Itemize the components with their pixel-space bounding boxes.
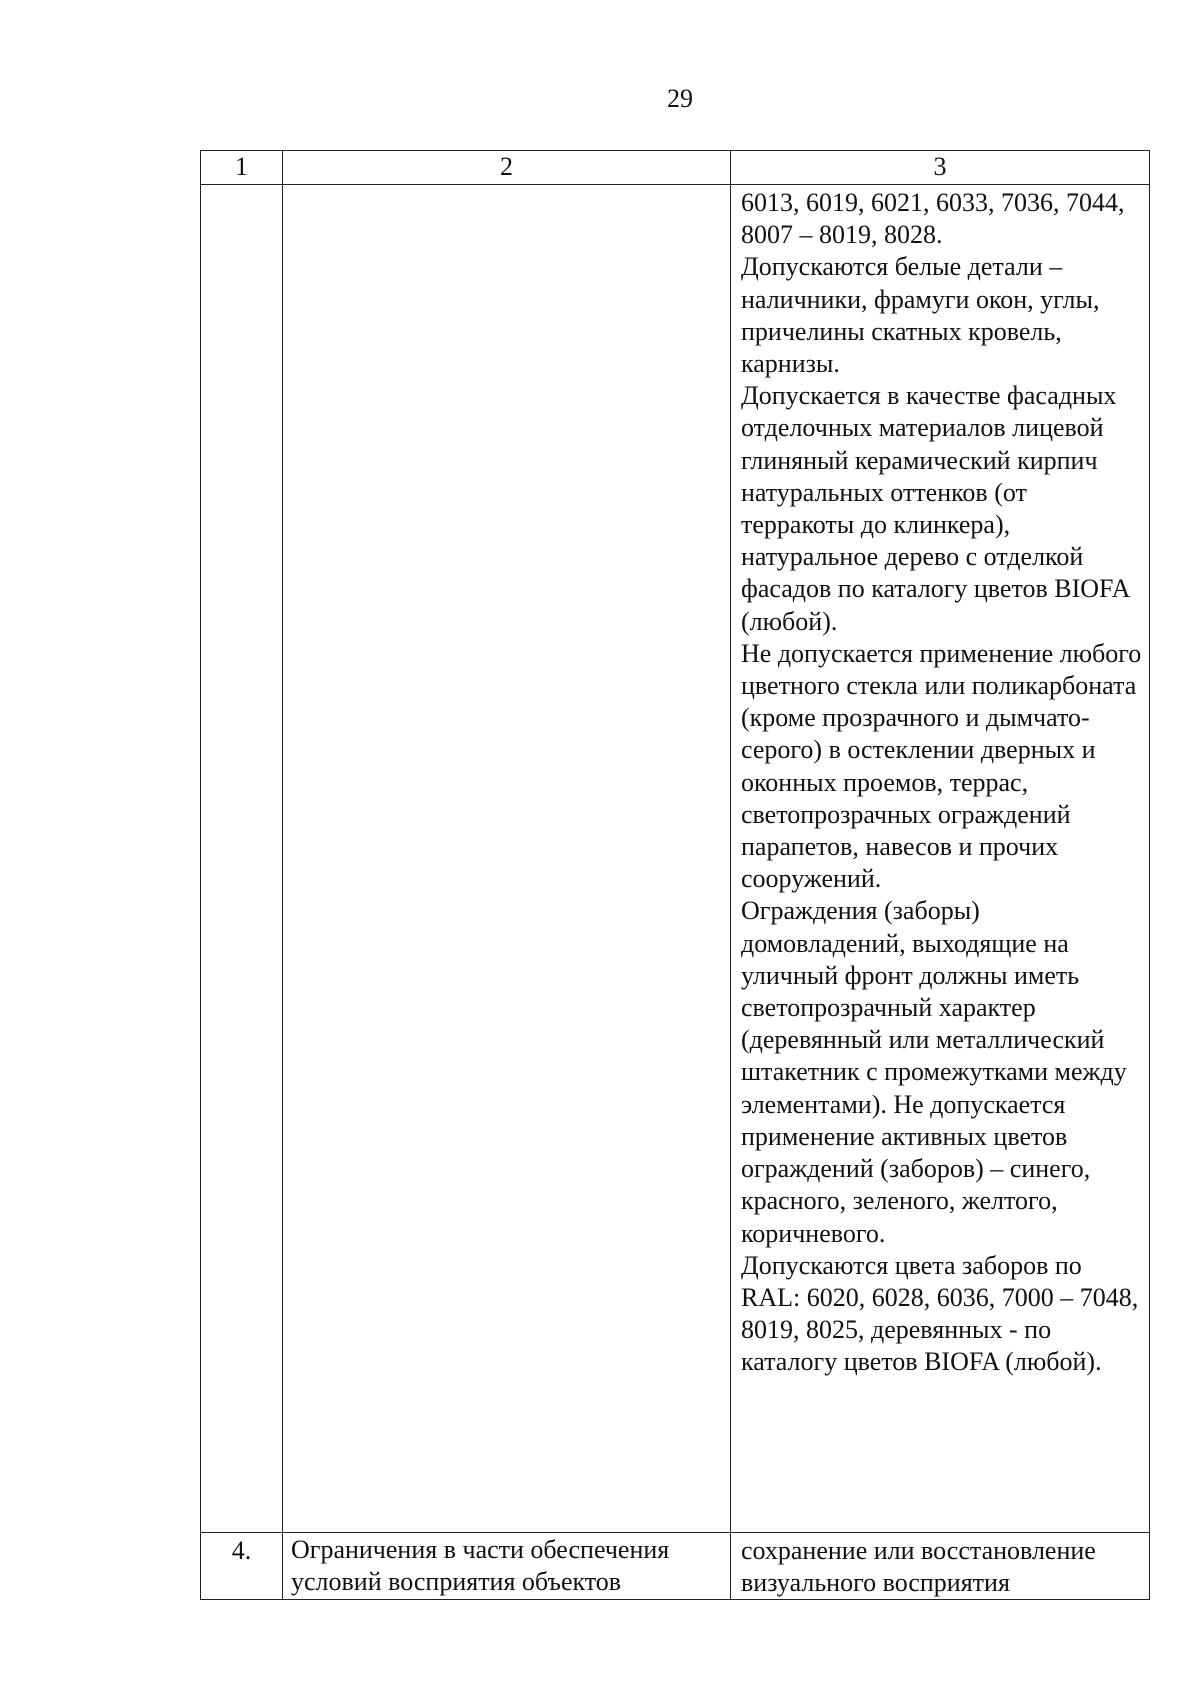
table-row-4 xyxy=(201,1533,1150,1600)
requirement-paragraph: Допускаются цвета заборов по RAL: 6020, 6028, 6036, 7000 – 7048, 8019, 8025, деревянных - по каталогу цветов BIOFA (любой). xyxy=(741,1250,1139,1377)
header-cell-3: 3 xyxy=(731,151,1150,185)
row-number-cell xyxy=(201,185,283,1533)
requirement-paragraph: Не допускается применение любого цветного стекла или поликарбоната (кроме прозрачного и дымчато-серого) в остеклении дверных и оконных проемов, террас, светопрозрачных ограждений парапетов, навесов и прочих сооружений. xyxy=(741,638,1142,894)
requirements-table xyxy=(200,150,1150,1600)
requirement-paragraph: 6013, 6019, 6021, 6033, 7036, 7044, 8007 – 8019, 8028. xyxy=(741,188,1125,250)
row-title-cell xyxy=(283,185,731,1533)
row-requirements-cell xyxy=(731,185,1150,1533)
row-4-number: 4. xyxy=(201,1533,283,1600)
table-header-row xyxy=(201,151,1150,185)
row-4-requirement: сохранение или восстановление визуального восприятия xyxy=(731,1533,1150,1600)
requirement-paragraph: Ограждения (заборы) домовладений, выходящие на уличный фронт должны иметь светопрозрачный характер (деревянный или металлический штакетник с промежутками между элементами). Не допускается применение активных цветов ограждений (заборов) – синего, красного, зеленого, желтого, коричневого. xyxy=(741,896,1127,1248)
table-row-continued xyxy=(201,185,1150,1533)
requirement-paragraph: Допускается в качестве фасадных отделочных материалов лицевой глиняный керамический кирпич натуральных оттенков (от терракоты до клинкера), натуральное дерево с отделкой фасадов по каталогу цветов BIOFA (любой). xyxy=(741,381,1129,636)
requirement-paragraph: Допускаются белые детали – наличники, фрамуги окон, углы, причелины скатных кровель, карнизы. xyxy=(741,252,1100,379)
header-cell-2: 2 xyxy=(283,151,731,185)
page-number: 29 xyxy=(667,84,693,113)
header-cell-1: 1 xyxy=(201,151,283,185)
row-4-title: Ограничения в части обеспечения условий восприятия объектов xyxy=(283,1533,731,1600)
